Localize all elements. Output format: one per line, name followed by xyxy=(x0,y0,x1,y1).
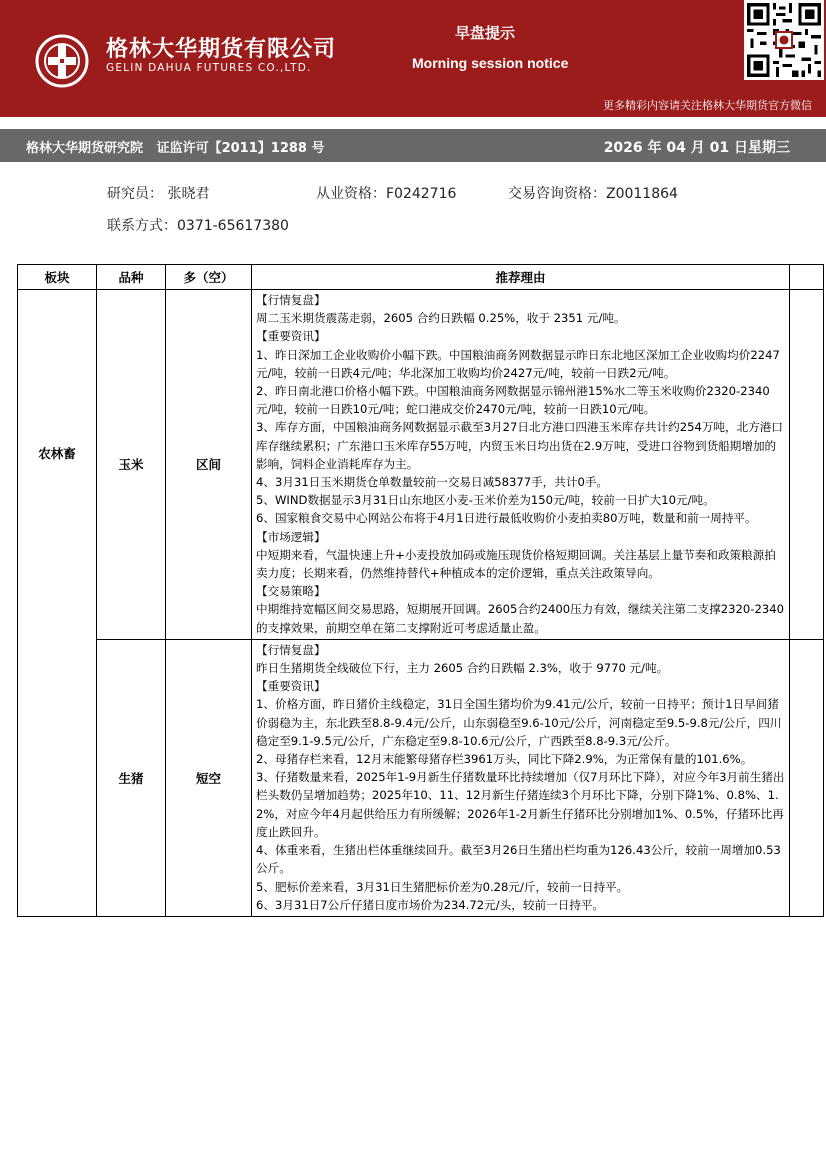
reason-line: 4、3月31日玉米期货仓单数量较前一交易日减58377手，共计0手。 xyxy=(256,475,609,490)
company-name-en: GELIN DAHUA FUTURES CO.,LTD. xyxy=(106,62,312,74)
recommendation-table xyxy=(17,264,824,917)
header-variety: 品种 xyxy=(97,265,166,290)
variety-cell: 生猪 xyxy=(97,639,166,916)
reason-cell xyxy=(252,290,790,640)
report-title-en: Morning session notice xyxy=(412,55,569,71)
reason-line: 1、价格方面，昨日猪价主线稳定，31日全国生猪均价为9.41元/公斤，较前一日持平；预计1日早间猪价弱稳为主，东北跌至8.8-9.4元/公斤，山东弱稳至9.6-10元/公斤，河南稳定至9.5-9.8元/公斤，四川稳定至9.1-9.5元/公斤，广东稳定至9.8-10.6元/公斤，广西跌至8.8-9.3元/公斤。 xyxy=(256,697,782,748)
blank-cell xyxy=(790,290,824,640)
report-title-cn: 早盘提示 xyxy=(455,24,516,42)
institute-name: 格林大华期货研究院 xyxy=(26,141,144,156)
company-name-cn: 格林大华期货有限公司 xyxy=(106,37,337,62)
reason-line: 1、昨日深加工企业收购价小幅下跌。中国粮油商务网数据显示昨日东北地区深加工企业收购均价2247元/吨，较前一日跌4元/吨；华北深加工收购均价2427元/吨，较前一日跌2元/吨。 xyxy=(256,347,780,380)
reason-line: 中短期来看，气温快速上升+小麦投放加码或施压现货价格短期回调。关注基层上量节奏和政策粮源拍卖力度；长期来看，仍然维持替代+种植成本的定价逻辑，重点关注政策导向。 xyxy=(256,547,776,581)
wechat-follow-note: 更多精彩内容请关注格林大华期货官方微信 xyxy=(603,99,812,112)
reason-line: 中期维持宽幅区间交易思路，短期展开回调。2605合约2400压力有效，继续关注第二支撑2320-2340的支撑效果，前期空单在第二支撑附近可考虑适量止盈。 xyxy=(256,602,784,635)
table-header-row xyxy=(18,265,824,290)
direction-cell: 区间 xyxy=(166,290,252,640)
reason-line: 5、WIND数据显示3月31日山东地区小麦-玉米价差为150元/吨，较前一日扩大10元/吨。 xyxy=(256,493,715,508)
reason-line: 2、母猪存栏来看，12月末能繁母猪存栏3961万头，同比下降2.9%，为正常保有量的101.6%。 xyxy=(256,752,753,767)
institute-license xyxy=(26,137,324,156)
consult-qualification: 交易咨询资格：Z0011864 xyxy=(508,186,678,202)
reason-line: 5、肥标价差来看，3月31日生猪肥标价差为0.28元/斤，较前一日持平。 xyxy=(256,879,629,894)
contact: 联系方式：0371-65617380 xyxy=(107,218,289,234)
qualification: 从业资格：F0242716 xyxy=(316,186,457,202)
reason-line: 4、体重来看，生猪出栏体重继续回升。截至3月26日生猪出栏均重为126.43公斤，较前一周增加0.53公斤。 xyxy=(256,843,781,876)
reason-line: 【重要资讯】 xyxy=(256,679,326,694)
reason-line: 【行情复盘】 xyxy=(256,642,326,657)
company-logo-icon xyxy=(34,33,90,89)
blank-cell xyxy=(790,639,824,916)
license-number: 证监许可【2011】1288 号 xyxy=(156,141,325,156)
variety-cell: 玉米 xyxy=(97,290,166,640)
reason-line: 【市场逻辑】 xyxy=(256,529,326,544)
reason-line: 【交易策略】 xyxy=(256,584,326,599)
header-direction: 多（空） xyxy=(166,265,252,290)
table-row xyxy=(18,290,824,640)
reason-line: 6、3月31日7公斤仔猪日度市场价为234.72元/头，较前一日持平。 xyxy=(256,897,605,912)
wechat-qr-code-icon xyxy=(744,0,824,80)
reason-line: 2、昨日南北港口价格小幅下跌。中国粮油商务网数据显示锦州港15%水二等玉米收购价2320-2340元/吨，较前一日跌10元/吨；蛇口港成交价2470元/吨，较前一日跌10元/吨。 xyxy=(256,384,770,417)
reason-line: 昨日生猪期货全线破位下行，主力 2605 合约日跌幅 2.3%，收于 9770 元/吨。 xyxy=(256,661,669,676)
sector-cell: 农林畜 xyxy=(18,290,97,917)
report-date: 2026 年 04 月 01 日星期三 xyxy=(603,140,790,156)
reason-line: 周二玉米期货震荡走弱，2605 合约日跌幅 0.25%，收于 2351 元/吨。 xyxy=(256,311,626,326)
header-reason: 推荐理由 xyxy=(252,265,790,290)
header-blank xyxy=(790,265,824,290)
researcher: 研究员： 张晓君 xyxy=(107,186,210,202)
header-sector: 板块 xyxy=(18,265,97,290)
reason-line: 6、国家粮食交易中心网站公布将于4月1日进行最低收购价小麦拍卖80万吨，数量和前一周持平。 xyxy=(256,511,757,526)
reason-line: 【重要资讯】 xyxy=(256,329,326,344)
table-row xyxy=(18,639,824,916)
reason-line: 3、仔猪数量来看，2025年1-9月新生仔猪数量环比持续增加（仅7月环比下降），对应今年3月前生猪出栏头数仍呈增加趋势；2025年10、11、12月新生仔猪连续3个月环比下降，分别下降1%、0.8%、1.2%，对应今年4月起供给压力有所缓解；2026年1-2月新生仔猪环比分别增加1%、0.5%，仔猪环比再度止跌回升。 xyxy=(256,770,785,839)
reason-line: 3、库存方面，中国粮油商务网数据显示截至3月27日北方港口四港玉米库存共计约254万吨，北方港口库存继续累积；广东港口玉米库存55万吨，内贸玉米日均出货在2.9万吨，受进口谷物到货船期增加的影响，饲料企业消耗库存为主。 xyxy=(256,420,783,471)
reason-line: 【行情复盘】 xyxy=(256,293,326,307)
direction-cell: 短空 xyxy=(166,639,252,916)
reason-cell xyxy=(252,639,790,916)
